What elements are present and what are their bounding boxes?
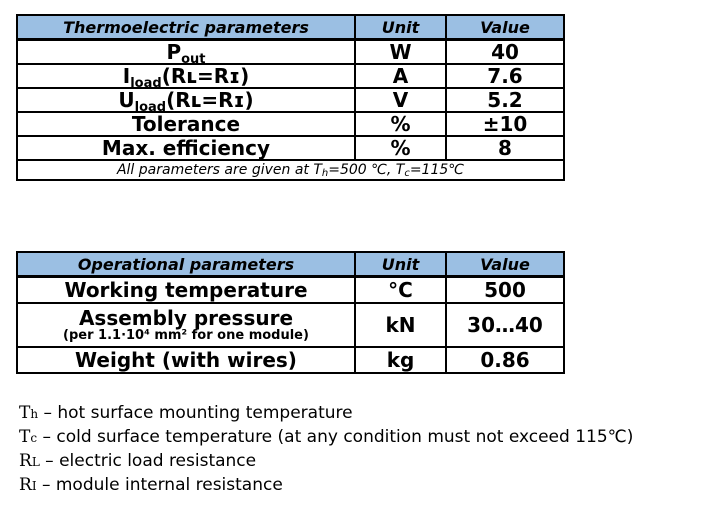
param-unit: % xyxy=(355,136,446,160)
param-label: Max. efficiency xyxy=(17,136,355,160)
table-footnote-row xyxy=(17,160,564,180)
symbol-legend xyxy=(19,402,633,498)
table-header-row xyxy=(17,252,564,277)
table-header-row xyxy=(17,15,564,40)
table-row xyxy=(17,277,564,304)
param-unit: V xyxy=(355,88,446,112)
legend-item: RI – module internal resistance xyxy=(19,475,283,495)
param-unit: W xyxy=(355,40,446,65)
column-header-unit: Unit xyxy=(355,15,446,40)
column-header-unit: Unit xyxy=(355,252,446,277)
param-label xyxy=(17,303,355,347)
param-label: Tolerance xyxy=(17,112,355,136)
param-unit: % xyxy=(355,112,446,136)
column-header-value: Value xyxy=(446,15,564,40)
param-value: ±10 xyxy=(446,112,564,136)
param-value: 30…40 xyxy=(446,303,564,347)
table-row xyxy=(17,64,564,88)
thermoelectric-parameters-table xyxy=(16,14,565,181)
column-header-parameter: Thermoelectric parameters xyxy=(17,15,355,40)
table-row xyxy=(17,303,564,347)
param-value: 40 xyxy=(446,40,564,65)
column-header-parameter: Operational parameters xyxy=(17,252,355,277)
legend-item: Tc – cold surface temperature (at any condition must not exceed 115℃) xyxy=(19,427,634,447)
param-label: $U_{load}(Rʟ=Rɪ)$ xyxy=(17,88,355,112)
param-label: $I_{load}(Rʟ=Rɪ)$ xyxy=(17,64,355,88)
param-unit: kg xyxy=(355,347,446,373)
table-row xyxy=(17,347,564,373)
operational-parameters-table xyxy=(16,251,565,374)
column-header-value: Value xyxy=(446,252,564,277)
assembly-pressure-sublabel: (per 1.1·10⁴ mm² for one module) xyxy=(63,327,309,343)
table-row xyxy=(17,136,564,160)
table-row xyxy=(17,112,564,136)
param-value: 500 xyxy=(446,277,564,304)
param-unit: kN xyxy=(355,303,446,347)
legend-item: Th – hot surface mounting temperature xyxy=(19,403,353,423)
table-row xyxy=(17,88,564,112)
conditions-note: All parameters are given at $T_h=500$ ℃, $T_c=115℃$ xyxy=(17,160,564,180)
legend-item: RL – electric load resistance xyxy=(19,451,257,471)
param-label: Working temperature xyxy=(17,277,355,304)
param-value: 7.6 xyxy=(446,64,564,88)
param-unit: °C xyxy=(355,277,446,304)
param-unit: A xyxy=(355,64,446,88)
param-label: $P_{out}$ xyxy=(17,40,355,65)
assembly-pressure-label: Assembly pressure xyxy=(78,305,294,330)
param-label: Weight (with wires) xyxy=(17,347,355,373)
param-value: 5.2 xyxy=(446,88,564,112)
table-row xyxy=(17,40,564,65)
param-value: 0.86 xyxy=(446,347,564,373)
param-value: 8 xyxy=(446,136,564,160)
